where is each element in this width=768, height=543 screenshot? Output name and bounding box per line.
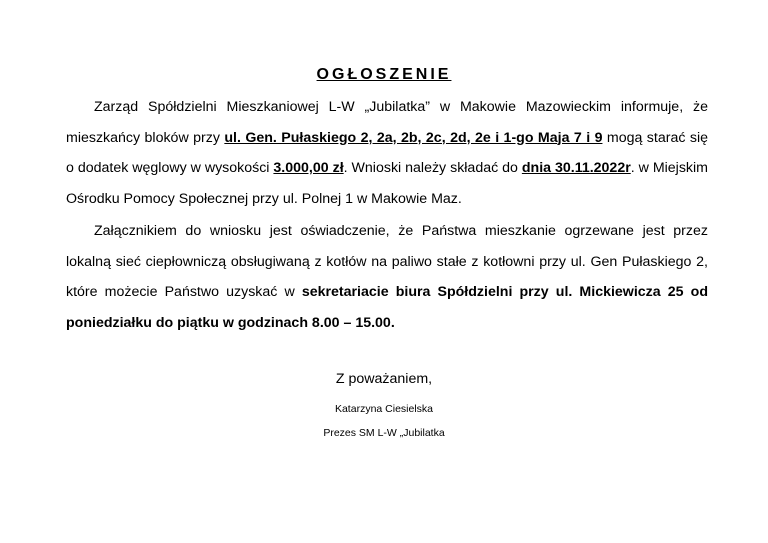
paragraph-attachment — [66, 216, 708, 338]
signer-name: Katarzyna Ciesielska — [334, 403, 434, 415]
paragraph1-text-4: . w Miejskim Ośrodku Pomocy Społecznej przy ul. Polnej 1 w Makowie Maz. — [66, 160, 708, 207]
amount: 3.000,00 zł — [273, 160, 344, 176]
street-list: ul. Gen. Pułaskiego 2, 2a, 2b, 2c, 2d, 2e i 1-go Maja 7 i 9 — [224, 129, 603, 146]
paragraph2-text-1: Załącznikiem do wniosku jest oświadczenie, że Państwa mieszkanie ogrzewane jest przez lokalną sieć ciepłowniczą obsługiwaną z kotłów na paliwo stałe z kotłowni przy ul. Gen Pułaskiego 2, które możecie Państwo uzyskać w — [66, 223, 708, 300]
paragraph1-text-3: . Wnioski należy składać do — [343, 160, 522, 176]
paragraph1-text-2: mogą starać się o dodatek węglowy w wysokości — [66, 129, 708, 176]
deadline: dnia 30.11.2022r — [521, 160, 631, 176]
paragraph1-text-1: Zarząd Spółdzielni Mieszkaniowej L-W „Jubilatka” w Makowie Mazowieckim informuje, że mieszkańcy bloków przy — [66, 99, 708, 146]
closing-salutation: Z poważaniem, — [335, 371, 433, 387]
paragraph-announcement — [66, 92, 708, 214]
signer-role: Prezes SM L-W „Jubilatka — [323, 427, 445, 439]
document-title: OGŁOSZENIE — [316, 66, 452, 83]
bold-location: sekretariacie biura Spółdzielni przy ul. Mickiewicza 25 od poniedziałku do piątku w godzinach 8.00 – 15.00. — [66, 284, 708, 331]
